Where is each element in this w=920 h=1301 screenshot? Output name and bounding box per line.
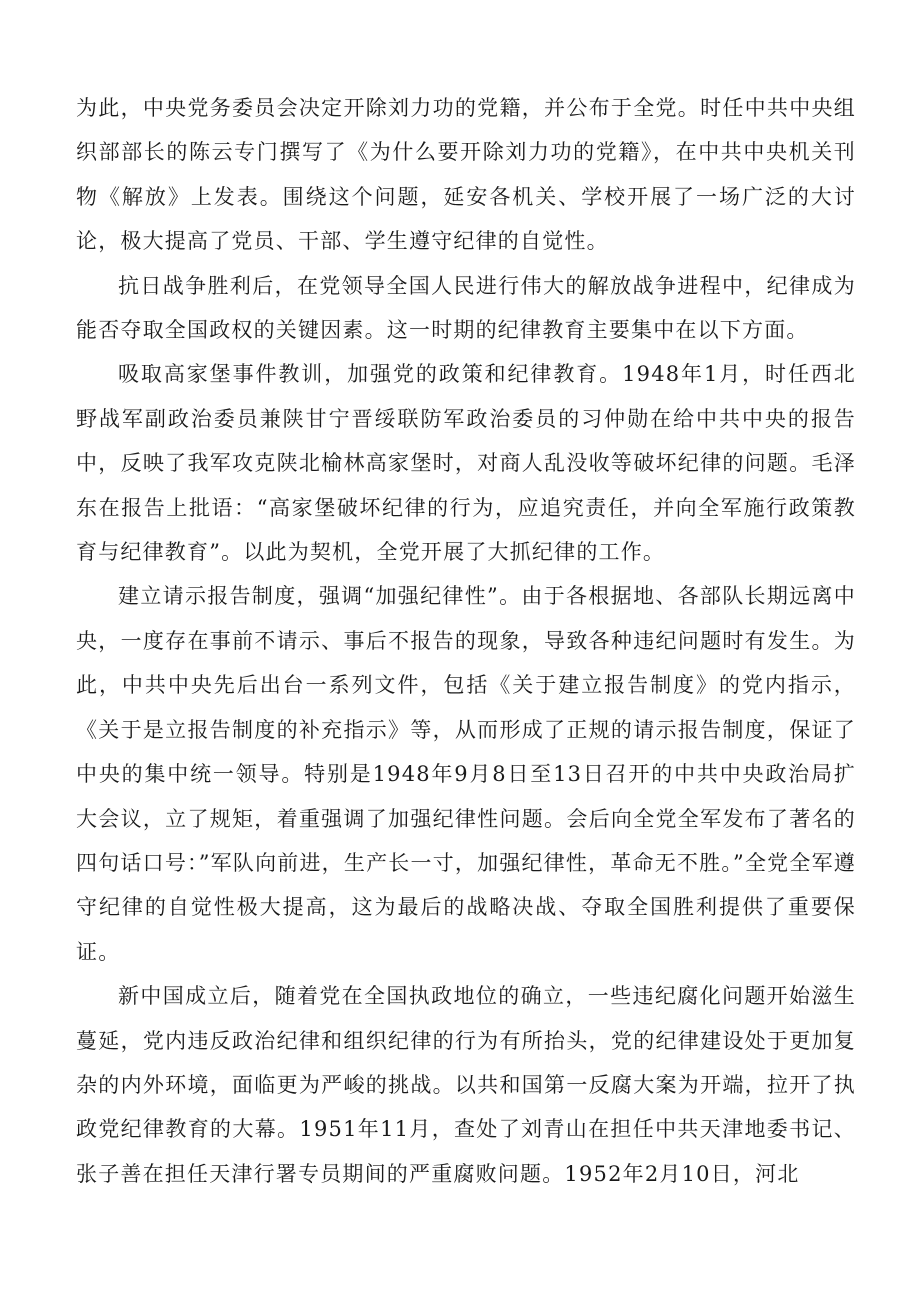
paragraph-2: 抗日战争胜利后，在党领导全国人民进行伟大的解放战争进程中，纪律成为能否夺取全国政权的关键因素。这一时期的纪律教育主要集中在以下方面。 [76, 273, 856, 343]
document-page [76, 86, 856, 1196]
paragraph-3: 吸取高家堡事件教训，加强党的政策和纪律教育。1948年1月，时任西北野战军副政治委员兼陕甘宁晋绥联防军政治委员的习仲勋在给中共中央的报告中，反映了我军攻克陕北榆林高家堡时，对商人乱没收等破坏纪律的问题。毛泽东在报告上批语：“高家堡破坏纪律的行为，应追究责任，并向全军施行政策教育与纪律教育”。以此为契机，全党开展了大抓纪律的工作。 [76, 362, 856, 565]
paragraph-1: 为此，中央党务委员会决定开除刘力功的党籍，并公布于全党。时任中共中央组织部部长的陈云专门撰写了《为什么要开除刘力功的党籍》，在中共中央机关刊物《解放》上发表。围绕这个问题，延安各机关、学校开展了一场广泛的大讨论，极大提高了党员、干部、学生遵守纪律的自觉性。 [76, 96, 856, 254]
paragraph-5: 新中国成立后，随着党在全国执政地位的确立，一些违纪腐化问题开始滋生蔓延，党内违反政治纪律和组织纪律的行为有所抬头，党的纪律建设处于更加复杂的内外环境，面临更为严峻的挑战。以共和国第一反腐大案为开端，拉开了执政党纪律教育的大幕。1951年11月，查处了刘青山在担任中共天津地委书记、张子善在担任天津行署专员期间的严重腐败问题。1952年2月10日，河北 [76, 984, 856, 1186]
paragraph-4: 建立请示报告制度，强调“加强纪律性”。由于各根据地、各部队长期远离中央，一度存在事前不请示、事后不报告的现象，导致各种违纪问题时有发生。为此，中共中央先后出台一系列文件，包括《关于建立报告制度》的党内指示，《关于是立报告制度的补充指示》等，从而形成了正规的请示报告制度，保证了中央的集中统一领导。特别是1948年9月8日至13日召开的中共中央政治局扩大会议，立了规矩，着重强调了加强纪律性问题。会后向全党全军发布了著名的四句话口号：”军队向前进，生产长一寸，加强纪律性，革命无不胜。”全党全军遵守纪律的自觉性极大提高，这为最后的战略决战、夺取全国胜利提供了重要保证。 [76, 584, 856, 964]
